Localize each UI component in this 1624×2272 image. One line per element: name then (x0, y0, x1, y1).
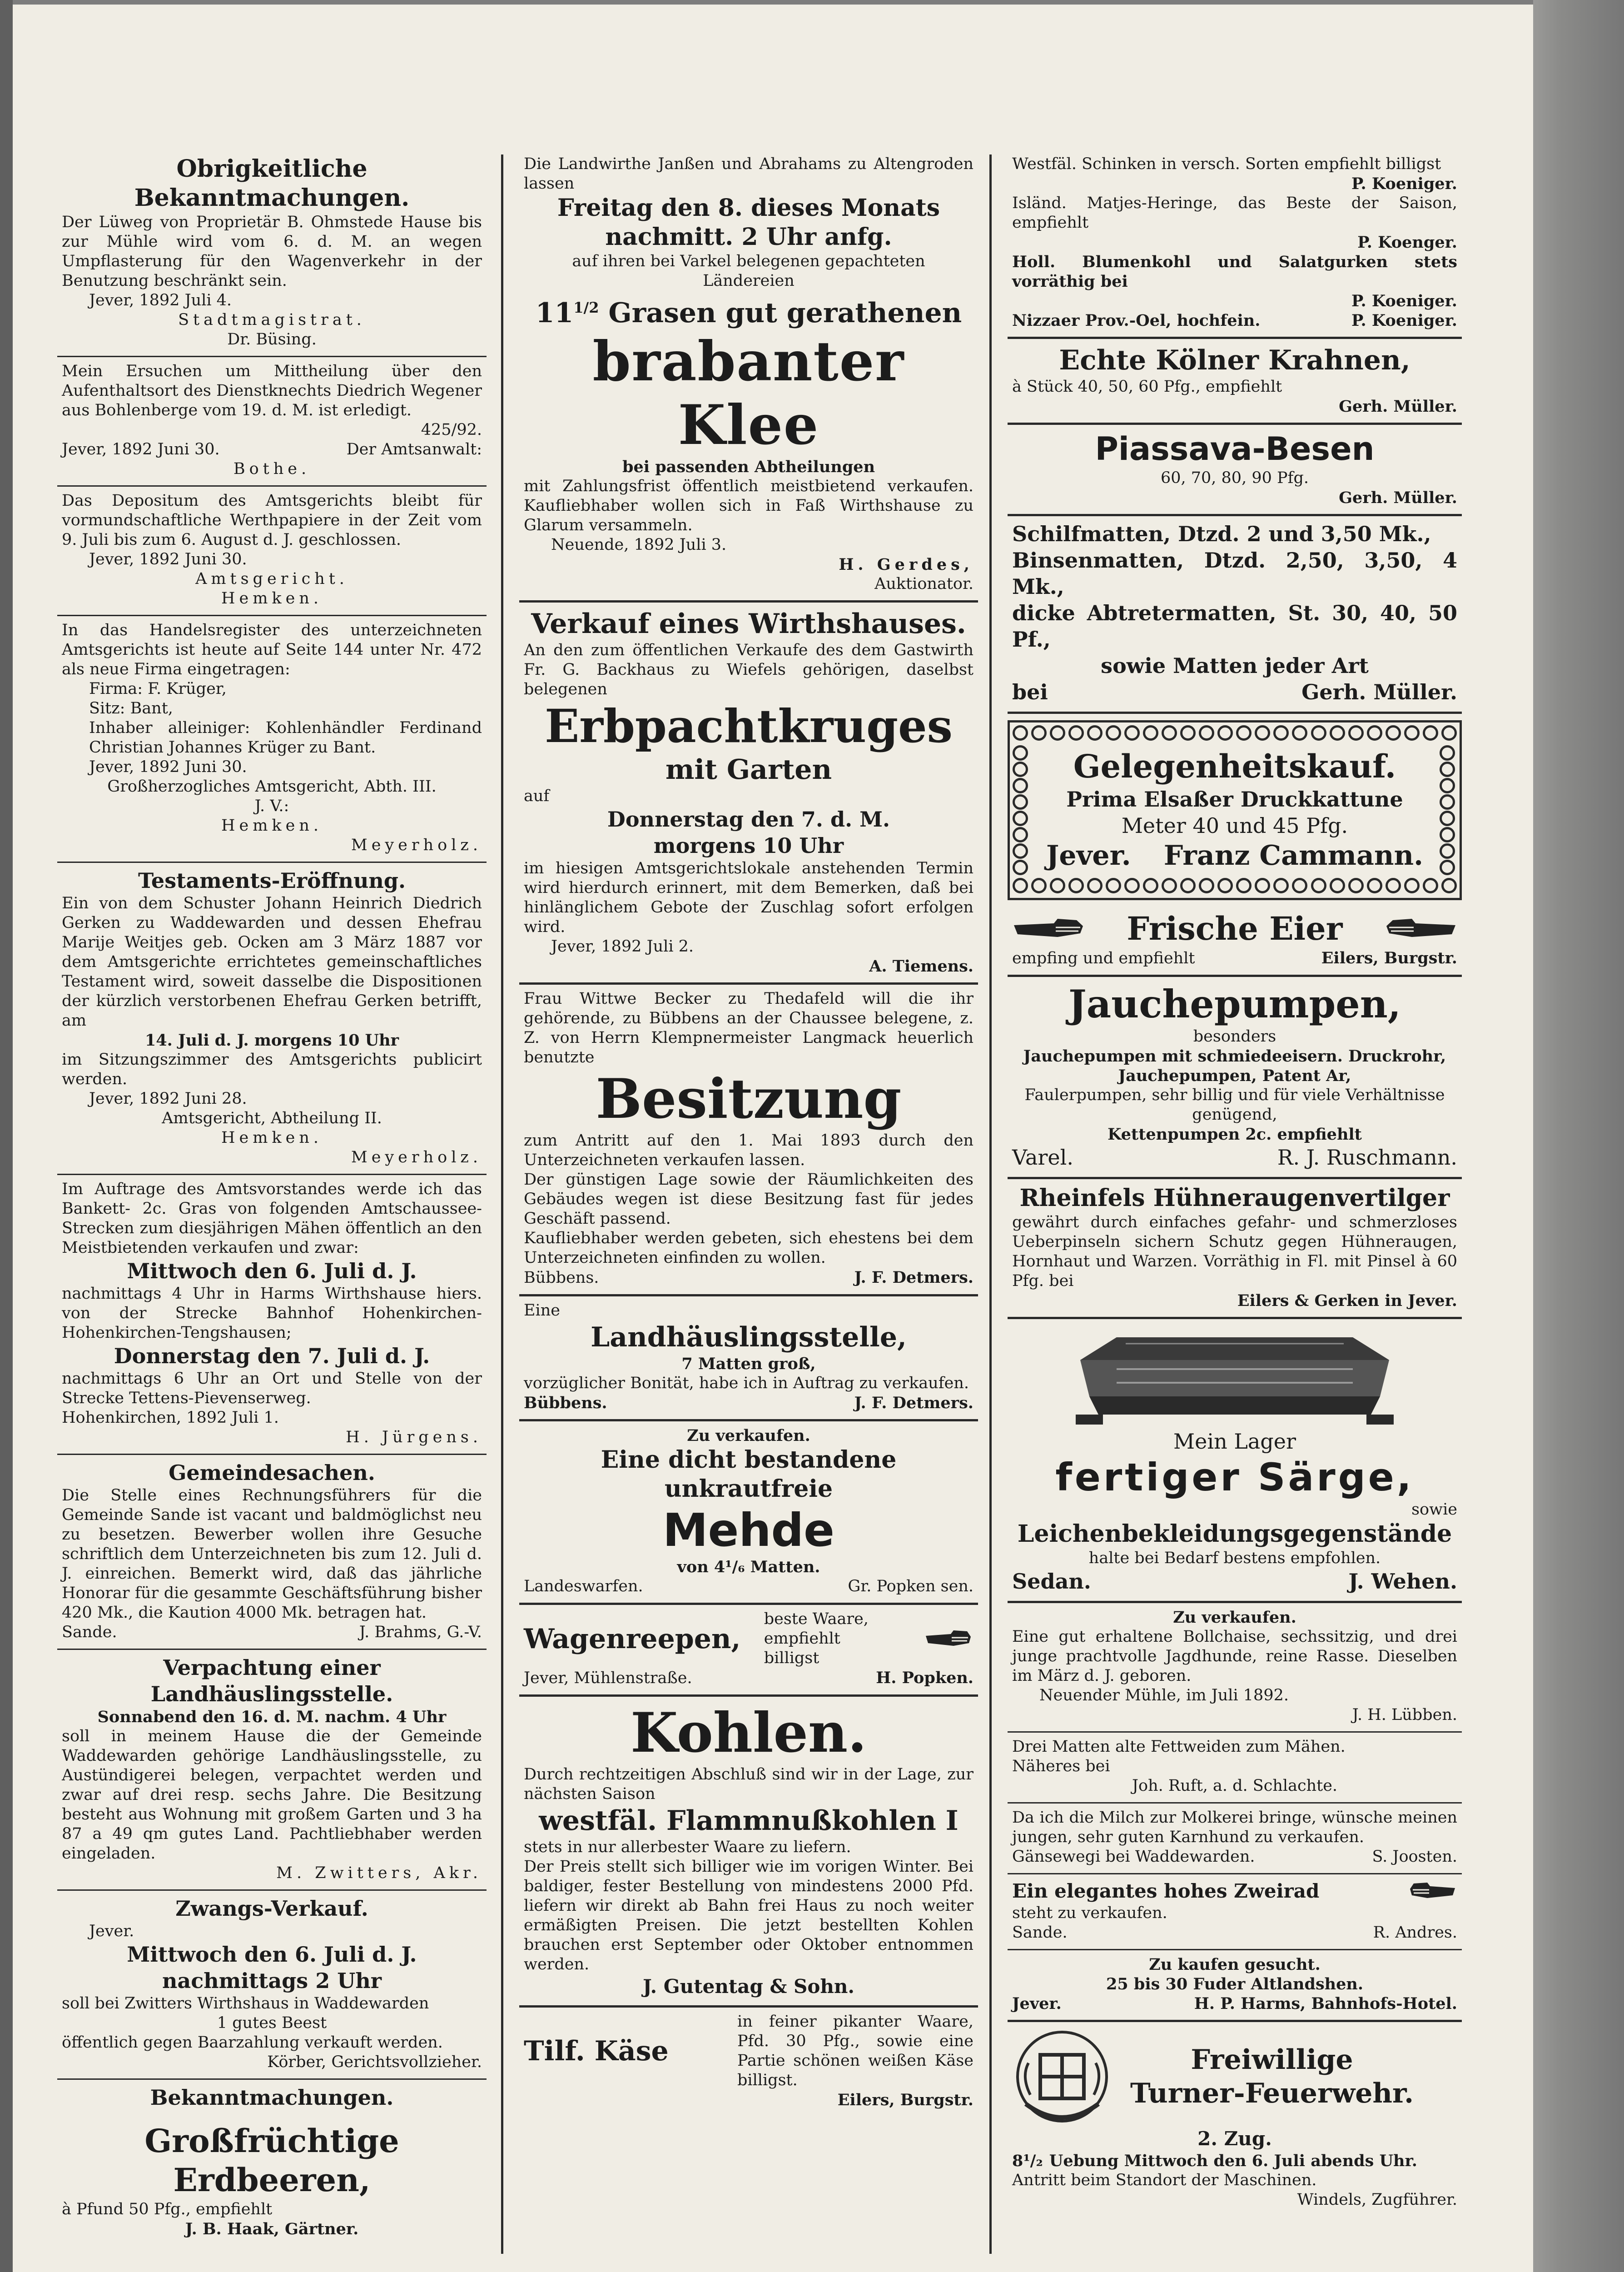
ad-text: mit Zahlungsfrist öffentlich meistbietend verkaufen. Kaufliebhaber wollen sich in Faß Wirthshause zu Glarum versammeln. (524, 477, 973, 534)
ad-text: steht zu verkaufen. (1012, 1904, 1167, 1922)
ad-size: 7 Matten groß, (681, 1355, 816, 1373)
ad-date: Neuende, 1892 Juli 3. (551, 536, 727, 554)
ad-line: Jauchepumpen mit schmiedeeisern. Druckrohr, (1023, 1047, 1446, 1066)
ad-eine: Eine (524, 1301, 560, 1320)
ad-sowie: sowie (1411, 1500, 1457, 1519)
column-2 (519, 150, 978, 2258)
ad-signature: J. B. Haak, Gärtner. (185, 2220, 359, 2238)
ad-text: Der günstigen Lage sowie der Räumlichkeiten des Gebäudes wegen ist diese Besitzung fast für jedes Geschäft passend. (524, 1171, 973, 1228)
ad-headline: Wagenreepen, (524, 1623, 741, 1655)
notice-text: Ein von dem Schuster Johann Heinrich Diedrich Gerken zu Waddewarden und dessen Ehefrau Marije Weitjes geb. Ocken am 3 März 1887 vor dem Amtsgerichte errichtetes gemeinschaftliches Testament wird, soweit dasselbe die Dispositionen der kürzlich verstorbenen Ehefrau Gerken betrifft, am (62, 894, 482, 1030)
notice-text: öffentlich gegen Baarzahlung verkauft werden. (62, 2033, 443, 2052)
ad-place: Bübbens. (524, 1394, 607, 1412)
ad-matten (1008, 516, 1462, 714)
section-heading: Testaments-Eröffnung. (138, 868, 406, 893)
ad-text: Eine gut erhaltene Bollchaise, sechssitzig, und drei junge prachtvolle Jagdhunde, reine Rasse. Dieselben im März d. J. geboren. (1012, 1628, 1457, 1685)
column-3 (1008, 150, 1462, 2258)
ad-line: Westfäl. Schinken in versch. Sorten empfiehlt billigst (1012, 155, 1441, 173)
notice-obrigkeit (57, 150, 487, 357)
ad-text: stets in nur allerbester Waare zu liefern. (524, 1838, 851, 1856)
notice-text: soll in meinem Hause die der Gemeinde Waddewarden gehörige Landhäuslingsstelle, zu Austündigerei belegen, verpachtet werden und zwar auf drei resp. sechs Jahre. Die Besitzung besteht aus Wohnung mit großem Garten und 3 ha 87 a 49 qm gutes Land. Pachtliebhaber werden eingeladen. (62, 1727, 482, 1863)
column-rule (989, 154, 992, 2254)
ad-text: gewährt durch einfaches gefahr- und schmerzloses Ueberpinseln sichern Schutz gegen Hühneraugen, Hornhaut und Warzen. Vorräthig in Fl. mit Pinsel à 60 Pfg. bei (1012, 1213, 1457, 1290)
ad-signature: Gerh. Müller. (1339, 397, 1457, 416)
ad-signature: Eilers, Burgstr. (1321, 949, 1457, 967)
ad-besonders: besonders (1193, 1027, 1276, 1046)
ad-text: zum Antritt auf den 1. Mai 1893 durch den Unterzeichneten verkaufen lassen. (524, 1131, 973, 1169)
pointing-hand-icon (1012, 916, 1085, 942)
ad-text: An den zum öffentlichen Verkaufe des dem Gastwirth Fr. G. Backhaus zu Wiefels gehörigen, daselbst belegenen (524, 641, 973, 698)
ad-when: Donnerstag den 7. d. M. (607, 807, 890, 832)
ad-line: Schilfmatten, Dtzd. 2 und 3,50 Mk., (1012, 522, 1431, 546)
notice-office: Amtsgericht. (195, 570, 348, 588)
notice-signature: M. Zwitters, Akr. (276, 1864, 482, 1882)
ad-signature: J. Gutentag & Sohn. (642, 1975, 855, 1998)
ad-signature: R. J. Ruschmann. (1277, 1145, 1457, 1170)
ad-fettweiden (1008, 1733, 1462, 1804)
ad-signature: J. H. Lübben. (1352, 1706, 1457, 1724)
ad-headline: Freiwillige (1191, 2044, 1353, 2076)
ad-text: beste Waare, empfiehlt billigst (764, 1610, 869, 1667)
notice-text: Das Depositum des Amtsgerichts bleibt für vormundschaftliche Werthpapiere in der Zeit vom 9. Juli bis zum 6. August d. J. geschlossen. (62, 492, 482, 549)
notice-when: Sonnabend den 16. d. M. nachm. 4 Uhr (97, 1708, 447, 1726)
notice-depositum (57, 487, 487, 616)
ad-saerge (1008, 1319, 1462, 1603)
notice-text: nachmittags 4 Uhr in Harms Wirthshause hiers. von der Strecke Bahnhof Hohenkirchen-Hohenkirchen-Tengshausen; (62, 1285, 482, 1342)
ad-date: Neuender Mühle, im Juli 1892. (1039, 1686, 1289, 1704)
notice-gemeinde (57, 1455, 487, 1650)
notice-gras (57, 1175, 487, 1455)
notice-office: Stadtmagistrat. (178, 311, 366, 329)
ad-erdbeeren (57, 2117, 487, 2245)
ad-headline: Erbpachtkruges (545, 699, 953, 753)
ad-signature: P. Koeniger. (1351, 174, 1457, 193)
notice-reference: 425/92. (421, 421, 482, 439)
ad-line: Meter 40 und 45 Pfg. (1121, 813, 1348, 838)
column-rule (501, 154, 503, 2254)
ad-zweirad (1008, 1874, 1462, 1950)
notice-scribe: Meyerholz. (351, 1148, 482, 1166)
ad-signature: H. Popken. (876, 1669, 973, 1687)
ad-place: Sande. (1012, 1923, 1068, 1942)
ad-price: à Pfund 50 Pfg., empfiehlt (62, 2200, 273, 2218)
ad-line: Nizzaer Prov.-Oel, hochfein. (1012, 311, 1261, 330)
ad-signature: P. Koeniger. (1351, 311, 1457, 330)
notice-bekanntmachungen (57, 2080, 487, 2117)
section-heading: Gemeindesachen. (169, 1460, 375, 1485)
ad-signature: Franz Cammann. (1163, 840, 1423, 872)
ad-text: Uebung Mittwoch den 6. Juli abends Uhr. (1049, 2152, 1417, 2170)
ad-headline: brabanter Klee (592, 329, 905, 457)
ad-headline: Frische Eier (1127, 910, 1343, 947)
ad-kohlen (519, 1697, 978, 2008)
notice-signature: Bothe. (233, 460, 311, 478)
notice-office: Großherzogliches Amtsgericht, Abth. III. (107, 777, 437, 796)
ad-text: Näheres bei (1012, 1757, 1110, 1775)
ad-text: Antritt beim Standort der Maschinen. (1012, 2171, 1317, 2189)
notice-signature: Hemken. (221, 589, 323, 608)
ad-mehde (519, 1421, 978, 1605)
notice-scribe: Meyerholz. (351, 836, 482, 854)
ad-signature: Gerh. Müller. (1339, 488, 1457, 507)
notice-date: Jever, 1892 Juni 28. (89, 1090, 247, 1108)
ad-line: dicke Abtretermatten, St. 30, 40, 50 Pf., (1012, 601, 1457, 652)
notice-handelsregister (57, 616, 487, 863)
ad-wagenreepen (519, 1605, 978, 1697)
scan-edge-right (1533, 0, 1624, 2272)
ad-line: Holl. Blumenkohl und Salatgurken stets vorräthig bei (1012, 253, 1457, 291)
notice-when: Donnerstag den 7. Juli d. J. (114, 1344, 430, 1368)
ad-headline: fertiger Särge, (1055, 1455, 1414, 1500)
ad-headline: Gelegenheitskauf. (1073, 747, 1396, 785)
ad-line: Faulerpumpen, sehr billig und für viele Verhältnisse genügend, (1024, 1086, 1445, 1124)
ad-when: Freitag den 8. dieses Monats (557, 194, 940, 222)
ad-intro: Die Landwirthe Janßen und Abrahams zu Altengroden lassen (524, 155, 973, 193)
ad-fuder (1008, 1950, 1462, 2022)
column-1 (57, 150, 487, 2254)
notice-place: Sande. (62, 1623, 117, 1641)
ad-headline: Tilf. Käse (524, 2035, 669, 2067)
ad-line: Mein Lager (1173, 1429, 1296, 1454)
ad-line: Isländ. Matjes-Heringe, das Beste der Saison, empfiehlt (1012, 194, 1457, 232)
ad-besitzung (519, 985, 978, 1296)
notice-ersuchen (57, 357, 487, 487)
ad-headline: Eine dicht bestandene unkrautfreie (601, 1446, 897, 1503)
ad-line: Prima Elsaßer Druckkattune (1066, 787, 1403, 812)
ad-besen (1008, 425, 1462, 516)
notice-date: Jever, 1892 Juni 30. (89, 550, 247, 568)
ad-signature: S. Joosten. (1372, 1848, 1457, 1866)
pointing-hand-icon (1385, 916, 1457, 942)
ad-rheinfels (1008, 1179, 1462, 1319)
quantity-number: 11 (535, 297, 574, 329)
notice-office: Der Amtsanwalt: (346, 440, 482, 458)
ad-line: Kettenpumpen 2c. empfiehlt (1107, 1125, 1362, 1144)
section-heading: Obrigkeitliche Bekanntmachungen. (134, 155, 410, 212)
ad-headline: Jauchepumpen, (1068, 982, 1401, 1026)
ad-label: Zu kaufen gesucht. (1149, 1955, 1321, 1974)
ad-signature: Joh. Ruft, a. d. Schlachte. (1132, 1777, 1338, 1795)
notice-item: 1 gutes Beest (217, 2014, 327, 2032)
notice-when: nachmittags 2 Uhr (162, 1968, 382, 1993)
ad-text: Da ich die Milch zur Molkerei bringe, wünsche meinen jungen, sehr guten Karnhund zu verkaufen. (1012, 1809, 1457, 1846)
notice-verpachtung (57, 1650, 487, 1891)
ad-signature: J. F. Detmers. (854, 1268, 973, 1287)
ad-place: Bübbens. (524, 1269, 599, 1287)
bead-border (1013, 745, 1030, 875)
ad-zug: 2. Zug. (1197, 2128, 1272, 2150)
bead-border (1013, 725, 1457, 742)
notice-when: 14. Juli d. J. morgens 10 Uhr (144, 1031, 399, 1050)
ad-headline: Turner-Feuerwehr. (1130, 2078, 1414, 2109)
notice-text: nachmittags 6 Uhr an Ort und Stelle von der Strecke Tettens-Pievenserweg. (62, 1370, 482, 1407)
notice-date: Jever, 1892 Juli 4. (89, 291, 232, 309)
ad-koeniger (1008, 150, 1462, 339)
ad-line: sowie Matten jeder Art (1101, 653, 1369, 678)
ad-label: Zu verkaufen. (1173, 1608, 1296, 1627)
firm-owner: Inhaber alleiniger: Kohlenhändler Ferdinand Christian Johannes Krüger zu Bant. (89, 719, 482, 757)
ad-signature: Windels, Zugführer. (1297, 2191, 1457, 2209)
ad-heading: Verkauf eines Wirthshauses. (531, 608, 966, 640)
ad-feuerwehr (1008, 2022, 1462, 2216)
newspaper-page (13, 5, 1533, 2272)
ad-headline: Besitzung (596, 1067, 902, 1131)
ad-signature: H. Gerdes, (839, 555, 973, 574)
ad-text: empfing und empfiehlt (1012, 949, 1195, 967)
ad-headline: Ein elegantes hohes Zweirad (1012, 1880, 1320, 1902)
ad-headline: Echte Kölner Krahnen, (1059, 344, 1410, 376)
ad-gelegenheitskauf (1008, 720, 1462, 900)
ad-role: Auktionator. (874, 575, 973, 593)
notice-date: Jever, 1892 Juni 30. (89, 758, 247, 776)
pointing-hand-icon (1407, 1880, 1457, 1903)
ad-signature: P. Koenger. (1357, 233, 1457, 252)
ad-text: in feiner pikanter Waare, Pfd. 30 Pfg., sowie eine Partie schönen weißen Käse billigst. (737, 2013, 973, 2089)
ad-klee (519, 150, 978, 603)
ad-text: im hiesigen Amtsgerichtslokale anstehenden Termin wird hierdurch erinnert, mit dem Bemerken, daß bei hinlänglichem Gebote der Zuschlag sofort erfolgen wird. (524, 859, 973, 936)
notice-text: Die Stelle eines Rechnungsführers für die Gemeinde Sande ist vacant und baldmöglichst neu zu besetzen. Bewerber wollen ihre Gesuche schriftlich dem Unterzeichneten bis zum 12. Juli d. J. einreichen. Bemerkt wird, daß das jährliche Honorar für die gesammte Geschäftsführung bisher 420 Mk., die Kaution 4000 Mk. betragen hat. (62, 1486, 482, 1622)
ad-jauchepumpen (1008, 977, 1462, 1179)
notice-text: im Sitzungszimmer des Amtsgerichts publicirt werden. (62, 1051, 482, 1088)
ad-headline: westfäl. Flammnußkohlen I (539, 1805, 959, 1837)
ad-sub: mit Garten (665, 754, 832, 786)
bead-border (1013, 878, 1457, 895)
ad-landhaeuslingsstelle (519, 1296, 978, 1421)
ad-jagdhunde (1008, 1603, 1462, 1733)
ad-text: à Stück 40, 50, 60 Pfg., empfiehlt (1012, 378, 1282, 396)
notice-place: Jever. (89, 1922, 134, 1940)
ad-text: Kaufliebhaber werden gebeten, sich ehestens bei dem Unterzeichneten einfinden zu wollen. (524, 1229, 973, 1267)
notice-signature: Hemken. (221, 1129, 323, 1147)
firm-seat: Sitz: Bant, (89, 699, 173, 717)
ad-intro: Frau Wittwe Becker zu Thedafeld will die ihr gehörende, zu Bübbens an der Chaussee belegene, z. Z. von Herrn Klempnermeister Langmack heuerlich benutzte (524, 990, 973, 1066)
ad-text: 25 bis 30 Fuder Altlandshen. (1106, 1975, 1364, 1993)
ad-place: Jever. (1012, 1994, 1062, 2013)
ad-text: Der Preis stellt sich billiger wie im vorigen Winter. Bei baldiger, fester Bestellung von mindestens 2000 Pfd. liefern wir direkt ab Bahn frei Haus zu noch weiter ermäßigten Preisen. Die jetzt bestellten Kohlen brauchen erst September oder Oktober entnommen werden. (524, 1858, 973, 1973)
ad-frische-eier (1008, 905, 1462, 977)
ad-line: Leichenbekleidungsgegenstände (1017, 1520, 1452, 1548)
ad-wirthshaus (519, 603, 978, 985)
notice-text: Im Auftrage des Amtsvorstandes werde ich das Bankett- 2c. Gras von folgenden Amtschaussee-Strecken zum diesjährigen Mähen öffentlich an den Meistbietenden verkaufen und zwar: (62, 1180, 482, 1257)
ad-date: Jever, 1892 Juli 2. (551, 937, 694, 956)
notice-testament (57, 863, 487, 1175)
notice-text: Der Lüweg von Proprietär B. Ohmstede Hause bis zur Mühle wird vom 6. d. M. an wegen Umpflasterung für den Wagenverkehr in der Benutzung beschränkt sein. (62, 213, 482, 290)
ad-where: auf ihren bei Varkel belegenen gepachteten Ländereien (572, 252, 925, 290)
ad-place: Gänsewegi bei Waddewarden. (1012, 1848, 1255, 1866)
turner-emblem-icon (1012, 2027, 1112, 2127)
notice-when: Mittwoch den 6. Juli d. J. (127, 1942, 417, 1967)
ad-label: Zu verkaufen. (687, 1426, 810, 1445)
ad-size: von 4¹/₆ Matten. (677, 1558, 820, 1576)
notice-office: Amtsgericht, Abtheilung II. (162, 1109, 382, 1127)
ad-text: Durch rechtzeitigen Abschluß sind wir in der Lage, zur nächsten Saison (524, 1765, 973, 1803)
section-heading: Bekanntmachungen. (150, 2085, 394, 2110)
ad-headline: Landhäuslingsstelle, (591, 1321, 907, 1353)
pointing-hand-icon (924, 1628, 973, 1650)
coffin-illustration (1062, 1328, 1407, 1428)
ad-place: Jever. (1046, 840, 1131, 872)
ad-headline: Rheinfels Hühneraugenvertilger (1019, 1184, 1450, 1212)
ad-headline: Großfrüchtige Erdbeeren, (144, 2122, 399, 2199)
ad-place: Varel. (1012, 1145, 1073, 1170)
notice-iv: J. V.: (254, 797, 289, 815)
notice-date: Jever, 1892 Juni 30. (62, 440, 220, 458)
ad-signature: J. Wehen. (1348, 1569, 1457, 1594)
quantity-fraction: 1/2 (573, 299, 599, 316)
ad-text: 60, 70, 80, 90 Pfg. (1160, 469, 1309, 487)
ad-sub: bei passenden Abtheilungen (622, 458, 875, 476)
ad-signature: H. P. Harms, Bahnhofs-Hotel. (1194, 1994, 1457, 2013)
ad-line: halte bei Bedarf bestens empfohlen. (1088, 1549, 1381, 1567)
ad-kaese (519, 2008, 978, 2116)
notice-signature: H. Jürgens. (346, 1428, 482, 1446)
ad-quantity (524, 291, 973, 330)
notice-text: In das Handelsregister des unterzeichneten Amtsgerichts ist heute auf Seite 144 unter Nr. 472 als neue Firma eingetragen: (62, 621, 482, 678)
notice-text: soll bei Zwitters Wirthshaus in Waddewarden (62, 1994, 429, 2013)
ad-signature: Gr. Popken sen. (848, 1577, 973, 1595)
quantity-text: Grasen gut gerathenen (608, 297, 962, 329)
ad-signature: Eilers, Burgstr. (837, 2091, 973, 2109)
ad-signature: A. Tiemens. (869, 957, 973, 976)
ad-text: Drei Matten alte Fettweiden zum Mähen. (1012, 1738, 1346, 1756)
ad-text: vorzüglicher Bonität, habe ich in Auftrag zu verkaufen. (524, 1374, 969, 1392)
ad-line: Binsenmatten, Dtzd. 2,50, 3,50, 4 Mk., (1012, 548, 1457, 599)
section-heading: Zwangs-Verkauf. (175, 1896, 368, 1921)
firm-name: Firma: F. Krüger, (89, 680, 227, 698)
bead-border (1440, 745, 1457, 875)
scan-edge-left (0, 0, 13, 2272)
section-heading: Verpachtung einer Landhäuslingsstelle. (150, 1655, 393, 1706)
notice-signature: J. Brahms, G.-V. (359, 1623, 482, 1641)
notice-text: Mein Ersuchen um Mittheilung über den Aufenthaltsort des Dienstknechts Diedrich Wegener aus Bohlenberge vom 19. d. M. ist erledigt. (62, 362, 482, 419)
notice-signature: Körber, Gerichtsvollzieher. (267, 2053, 482, 2071)
ad-headline: Piassava-Besen (1095, 430, 1375, 468)
ad-signature: R. Andres. (1373, 1923, 1457, 1942)
ad-signature: P. Koeniger. (1351, 292, 1457, 310)
ad-fraction: 8¹/₂ (1012, 2152, 1043, 2170)
ad-headline: Mehde (663, 1504, 834, 1557)
ad-line: Jauchepumpen, Patent Ar, (1118, 1066, 1351, 1085)
ad-when: nachmitt. 2 Uhr anfg. (605, 223, 892, 251)
ad-signature: J. F. Detmers. (854, 1394, 973, 1412)
ad-place: Jever, Mühlenstraße. (524, 1669, 692, 1687)
ad-krahnen (1008, 339, 1462, 425)
notice-when: Mittwoch den 6. Juli d. J. (127, 1259, 417, 1283)
notice-signature: Dr. Büsing. (227, 330, 317, 349)
ad-milch (1008, 1804, 1462, 1874)
ad-signature: Gerh. Müller. (1301, 680, 1457, 704)
ad-bei: bei (1012, 680, 1048, 704)
ad-signature: Eilers & Gerken in Jever. (1237, 1291, 1457, 1310)
ad-place: Landeswarfen. (524, 1577, 643, 1595)
ad-auf: auf (524, 787, 550, 805)
ad-when: morgens 10 Uhr (653, 833, 844, 858)
ad-place: Sedan. (1012, 1569, 1091, 1594)
notice-date: Hohenkirchen, 1892 Juli 1. (62, 1409, 279, 1427)
notice-signature: Hemken. (221, 817, 323, 835)
ad-headline: Kohlen. (631, 1701, 867, 1765)
notice-zwangsverkauf (57, 1891, 487, 2080)
